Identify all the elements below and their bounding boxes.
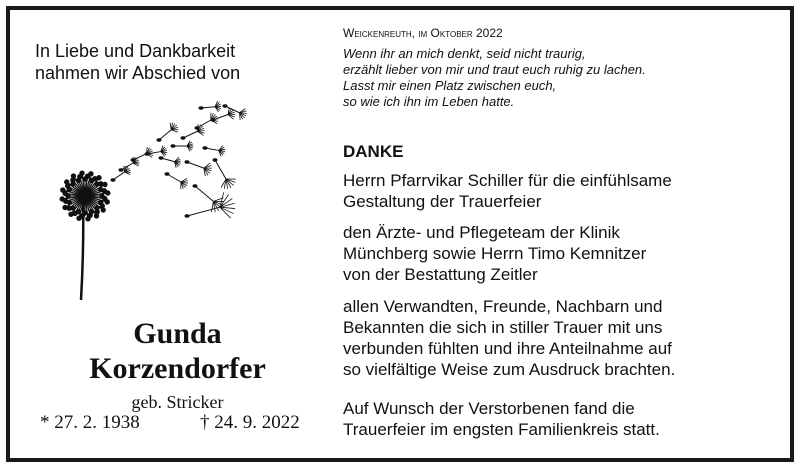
thanks-line: Trauerfeier im engsten Familienkreis statt. (343, 420, 660, 439)
thanks-line: Bekannten die sich in stiller Trauer mit uns (343, 318, 663, 337)
poem-line: erzählt lieber von mir und traut euch ruhig zu lachen. (343, 62, 646, 77)
intro-line: In Liebe und Dankbarkeit (35, 41, 236, 61)
death-date: † 24. 9. 2022 (200, 412, 300, 433)
dandelion-icon (55, 98, 255, 303)
place-date: Weickenreuth, im Oktober 2022 (343, 26, 503, 40)
thanks-line: allen Verwandten, Freunde, Nachbarn und (343, 297, 663, 316)
thanks-line: Herrn Pfarrvikar Schiller für die einfühlsame (343, 171, 672, 190)
poem-line: so wie ich ihn im Leben hatte. (343, 94, 515, 109)
poem-line: Wenn ihr an mich denkt, seid nicht traurig, (343, 46, 586, 61)
maiden-name: geb. Stricker (131, 392, 224, 412)
thanks-line: verbunden fühlten und ihre Anteilnahme auf (343, 339, 672, 358)
thanks-line: so vielfältige Weise zum Ausdruck brachten. (343, 360, 676, 379)
last-name: Korzendorfer (89, 352, 266, 385)
thanks-paragraph (343, 296, 675, 380)
thanks-line: Auf Wunsch der Verstorbenen fand die (343, 399, 635, 418)
thanks-paragraph (343, 170, 672, 212)
birth-date: * 27. 2. 1938 (40, 412, 140, 433)
poem (343, 46, 646, 110)
intro-line: nahmen wir Abschied von (35, 63, 241, 83)
thanks-line: von der Bestattung Zeitler (343, 265, 538, 284)
thanks-paragraph (343, 222, 646, 285)
first-name: Gunda (133, 317, 222, 350)
thanks-line: Gestaltung der Trauerfeier (343, 192, 542, 211)
closing-paragraph (343, 398, 660, 440)
thanks-line: den Ärzte- und Pflegeteam der Klinik (343, 223, 620, 242)
intro-text (35, 40, 240, 84)
poem-line: Lasst mir einen Platz zwischen euch, (343, 78, 557, 93)
danke-heading: DANKE (343, 142, 404, 161)
thanks-line: Münchberg sowie Herrn Timo Kemnitzer (343, 244, 647, 263)
